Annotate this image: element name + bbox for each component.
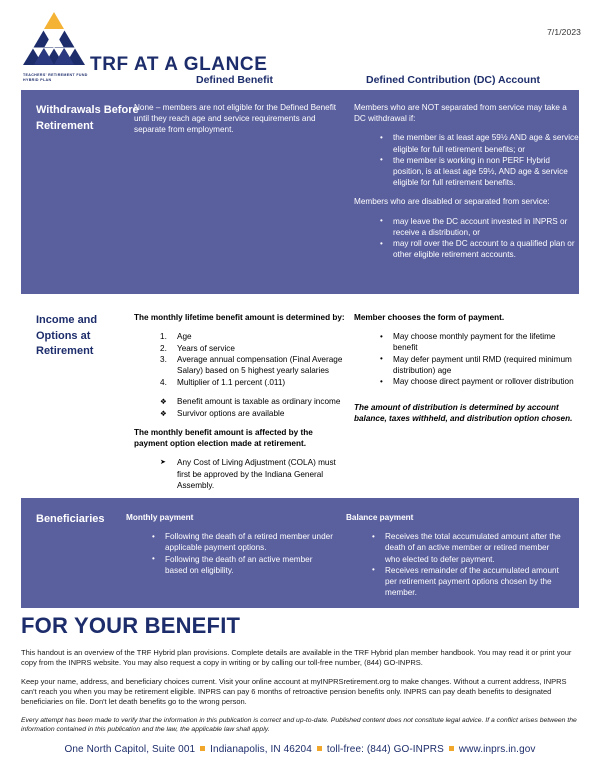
triangle-logo-icon (22, 10, 86, 66)
list-item: • Receives remainder of the accumulated amount per retirement payment options chosen by the member. (372, 565, 561, 599)
list-item: • May choose monthly payment for the lifetime benefit (380, 331, 579, 353)
address-street: One North Capitol, Suite 001 (64, 744, 196, 756)
list-item: ➤ Any Cost of Living Adjustment (COLA) must first be approved by the Indiana General Assembly. (160, 457, 346, 491)
list-item: • the member is at least age 59½ AND age & service eligible for full retirement benefits; or (380, 132, 579, 154)
withdrawals-dc-list-1 (354, 132, 579, 188)
logo-subtitle-line1: TEACHERS' RETIREMENT FUND (23, 73, 88, 77)
logo-subtitle-line2: HYBRID PLAN (23, 78, 52, 82)
footer-paragraph-2: Keep your name, address, and beneficiary choices current. Visit your online account at myINPRSretirement.org to make changes. Without a current address, INPRS can't reach you when you may be retirement eligible. INPRS can pay 6 months of retroactive pension benefits only. INPRS can pay death benefits to designated beneficiaries on file. Don't let death benefits go to the wrong person. (21, 677, 567, 706)
income-dc-list (354, 331, 579, 387)
income-db-arrow-list (134, 457, 346, 491)
list-item: Years of service (177, 343, 235, 353)
list-item: • may leave the DC account invested in INPRS or receive a distribution, or (380, 216, 579, 238)
beneficiaries-db-heading: Monthly payment (126, 513, 194, 522)
withdrawals-defined-contribution-content (354, 102, 579, 268)
income-db-numbered-list (134, 331, 346, 388)
beneficiaries-db-list (126, 531, 336, 576)
list-item: • Following the death of an active member based on eligibility. (152, 554, 336, 576)
income-db-heading-2: The monthly benefit amount is affected by the payment option election made at retirement. (134, 428, 313, 449)
column-headers (0, 74, 600, 90)
column-header-defined-contribution: Defined Contribution (DC) Account (366, 74, 541, 86)
logo-title: TRF AT A GLANCE (90, 54, 268, 75)
page-header (0, 0, 600, 88)
list-item: Average annual compensation (Final Average Salary) based on 5 highest yearly salaries (177, 355, 343, 376)
spacer (354, 395, 579, 402)
section-withdrawals-before-retirement (21, 90, 579, 294)
address-city-state-zip: Indianapolis, IN 46204 (210, 744, 312, 756)
income-db-heading-1: The monthly lifetime benefit amount is determined by: (134, 313, 345, 322)
list-item: ❖ Survivor options are available (160, 408, 346, 419)
income-dc-heading: Member chooses the form of payment. (354, 313, 505, 322)
income-defined-benefit-content (134, 312, 346, 500)
withdrawals-dc-intro-1: Members who are NOT separated from service may take a DC withdrawal if: (354, 103, 567, 124)
list-item: ❖ Benefit amount is taxable as ordinary income (160, 396, 346, 407)
for-your-benefit-title: FOR YOUR BENEFIT (21, 613, 241, 638)
section-label-beneficiaries: Beneficiaries (36, 513, 105, 525)
beneficiaries-monthly-payment-content (126, 512, 336, 584)
list-item: Multiplier of 1.1 percent (.011) (177, 377, 286, 387)
list-item: • Receives the total accumulated amount after the death of an active member or retired member who elected to defer payment. (372, 531, 561, 565)
beneficiaries-dc-heading: Balance payment (346, 513, 414, 522)
separator-square-icon (317, 746, 322, 751)
section-beneficiaries (21, 498, 579, 608)
for-your-benefit-block (21, 614, 579, 755)
separator-square-icon (449, 746, 454, 751)
list-item: • May choose direct payment or rollover distribution (380, 376, 579, 387)
footer-address-line (21, 744, 579, 755)
withdrawals-db-paragraph: None – members are not eligible for the Defined Benefit until they reach age and service requirements and separate from employment. (134, 103, 337, 135)
list-item: • the member is working in non PERF Hybrid position, is at least age 59½, AND age & service eligible for full retirement benefits. (380, 155, 579, 189)
address-website[interactable]: www.inprs.in.gov (458, 744, 536, 756)
section-income-and-options-at-retirement (21, 300, 579, 492)
list-item: • Following the death of a retired member under applicable payment options. (152, 531, 336, 553)
list-item: • May defer payment until RMD (required minimum distribution) age (380, 354, 579, 376)
beneficiaries-dc-list (346, 531, 561, 598)
withdrawals-dc-list-2 (354, 216, 579, 261)
withdrawals-dc-intro-2: Members who are disabled or separated from service: (354, 197, 550, 207)
income-defined-contribution-content (354, 312, 579, 425)
column-header-defined-benefit: Defined Benefit (196, 74, 274, 86)
publication-date: 7/1/2023 (547, 27, 581, 37)
income-db-diamond-list (134, 396, 346, 419)
beneficiaries-balance-payment-content (346, 512, 561, 606)
footer-paragraph-1: This handout is an overview of the TRF Hybrid plan provisions. Complete details are available in the TRF Hybrid plan member handbook. You may read it or print your copy from the INPRS website. You may also request a copy in writing or by calling our toll-free number, (844) GO-INPRS. (21, 648, 572, 667)
footer-legal-disclaimer: Every attempt has been made to verify that the information in this publication is correct and up-to-date. Published content does not constitute legal advice. If a conflict arises between the information contained in this publication and the law, the applicable law shall apply. (21, 717, 577, 734)
section-label-income: Income and Options at Retirement (36, 314, 98, 357)
income-dc-note: The amount of distribution is determined by account balance, taxes withheld, and distribution option chosen. (354, 403, 573, 424)
separator-square-icon (200, 746, 205, 751)
withdrawals-defined-benefit-content (134, 102, 346, 136)
address-phone: toll-free: (844) GO-INPRS (326, 744, 444, 756)
list-item: Age (177, 332, 192, 342)
list-item: • may roll over the DC account to a qualified plan or other eligible retirement accounts. (380, 238, 579, 260)
section-label-withdrawals: Withdrawals Before Retirement (36, 104, 139, 132)
